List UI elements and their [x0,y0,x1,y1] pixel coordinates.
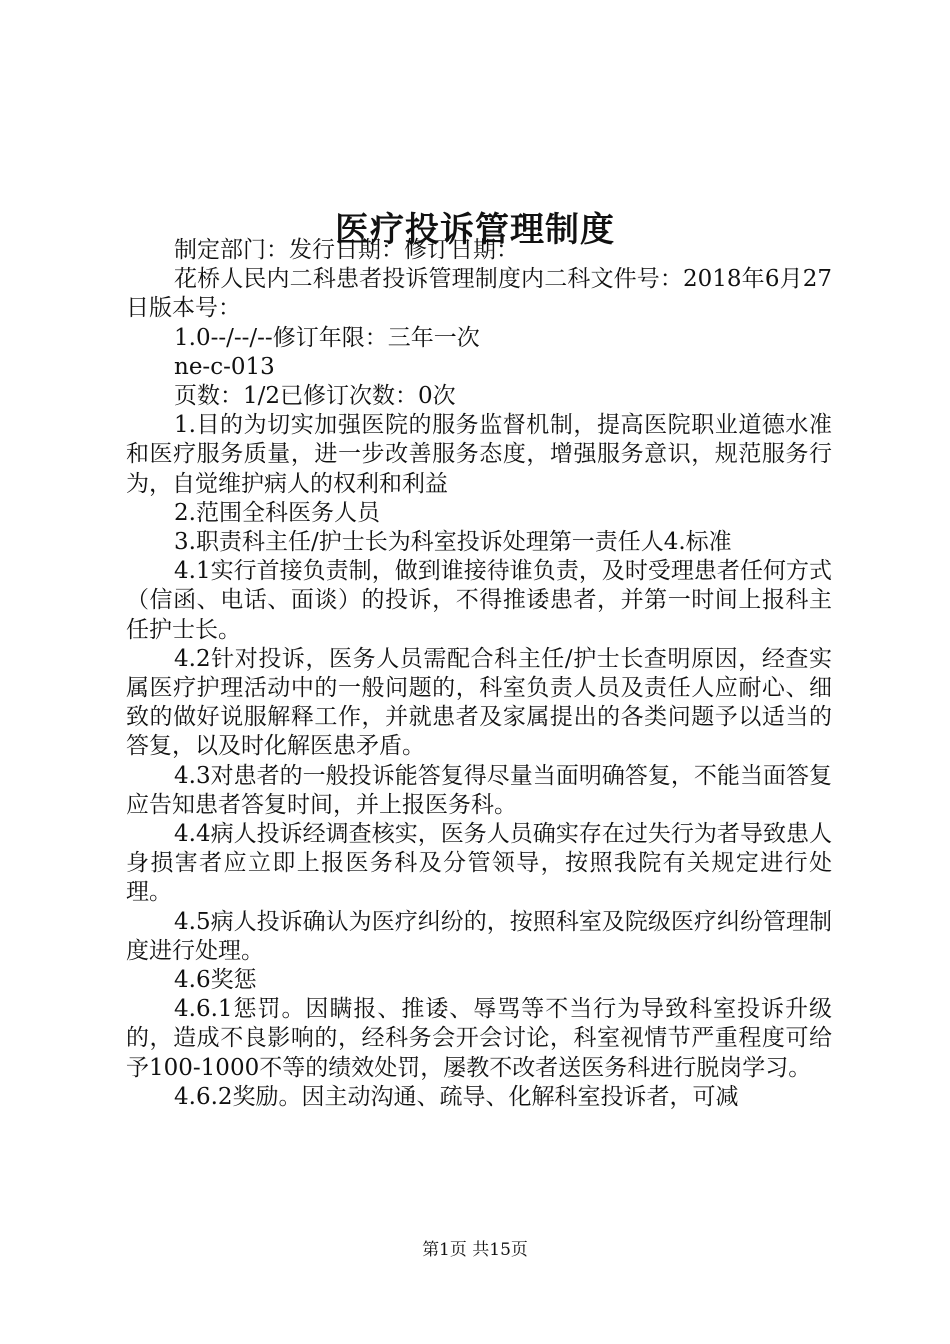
page-footer: 第1页 共15页 [422,1240,528,1260]
paragraph-scope: 2.范围全科医务人员 [174,499,380,526]
document-body [126,236,832,1112]
paragraph-standard-4-2: 4.2针对投诉，医务人员需配合科主任/护士长查明原因，经查实属医疗护理活动中的一般问题的，科室负责人员及责任人应耐心、细致的做好说服解释工作，并就患者及家属提出的各类问题予以适当的答复，以及时化解医患矛盾。 [126,645,832,760]
paragraph-standard-4-6: 4.6奖惩 [174,967,257,994]
paragraph-reward: 4.6.2奖励。因主动沟通、疏导、化解科室投诉者，可减 [174,1083,739,1110]
paragraph-page-count: 页数：1/2已修订次数：0次 [174,383,456,410]
document-title: 医疗投诉管理制度 [335,209,615,250]
paragraph-file-number: 花桥人民内二科患者投诉管理制度内二科文件号：2018年6月27日版本号： [126,266,832,322]
paragraph-standard-4-4: 4.4病人投诉经调查核实，医务人员确实存在过失行为者导致患人身损害者应立即上报医务科及分管领导，按照我院有关规定进行处理。 [126,821,832,906]
paragraph-standard-4-1: 4.1实行首接负责制，做到谁接待谁负责，及时受理患者任何方式（信函、电话、面谈）的投诉，不得推诿患者，并第一时间上报科主任护士长。 [126,558,832,643]
paragraph-responsibility: 3.职责科主任/护士长为科室投诉处理第一责任人4.标准 [174,529,732,556]
paragraph-standard-4-5: 4.5病人投诉确认为医疗纠纷的，按照科室及院级医疗纠纷管理制度进行处理。 [126,908,832,964]
paragraph-code: ne-c-013 [174,353,275,380]
paragraph-version: 1.0--/--/--修订年限：三年一次 [174,324,480,351]
paragraph-penalty: 4.6.1惩罚。因瞒报、推诿、辱骂等不当行为导致科室投诉升级的，造成不良影响的，经科务会开会讨论，科室视情节严重程度可给予100-1000不等的绩效处罚，屡教不改者送医务科进行脱岗学习。 [126,996,832,1081]
paragraph-issue-info: 制定部门：发行日期：修订日期： [174,237,519,263]
paragraph-standard-4-3: 4.3对患者的一般投诉能答复得尽量当面明确答复，不能当面答复应告知患者答复时间，并上报医务科。 [126,762,832,818]
paragraph-purpose: 1.目的为切实加强医院的服务监督机制，提高医院职业道德水准和医疗服务质量，进一步改善服务态度，增强服务意识，规范服务行为，自觉维护病人的权利和利益 [126,412,832,497]
